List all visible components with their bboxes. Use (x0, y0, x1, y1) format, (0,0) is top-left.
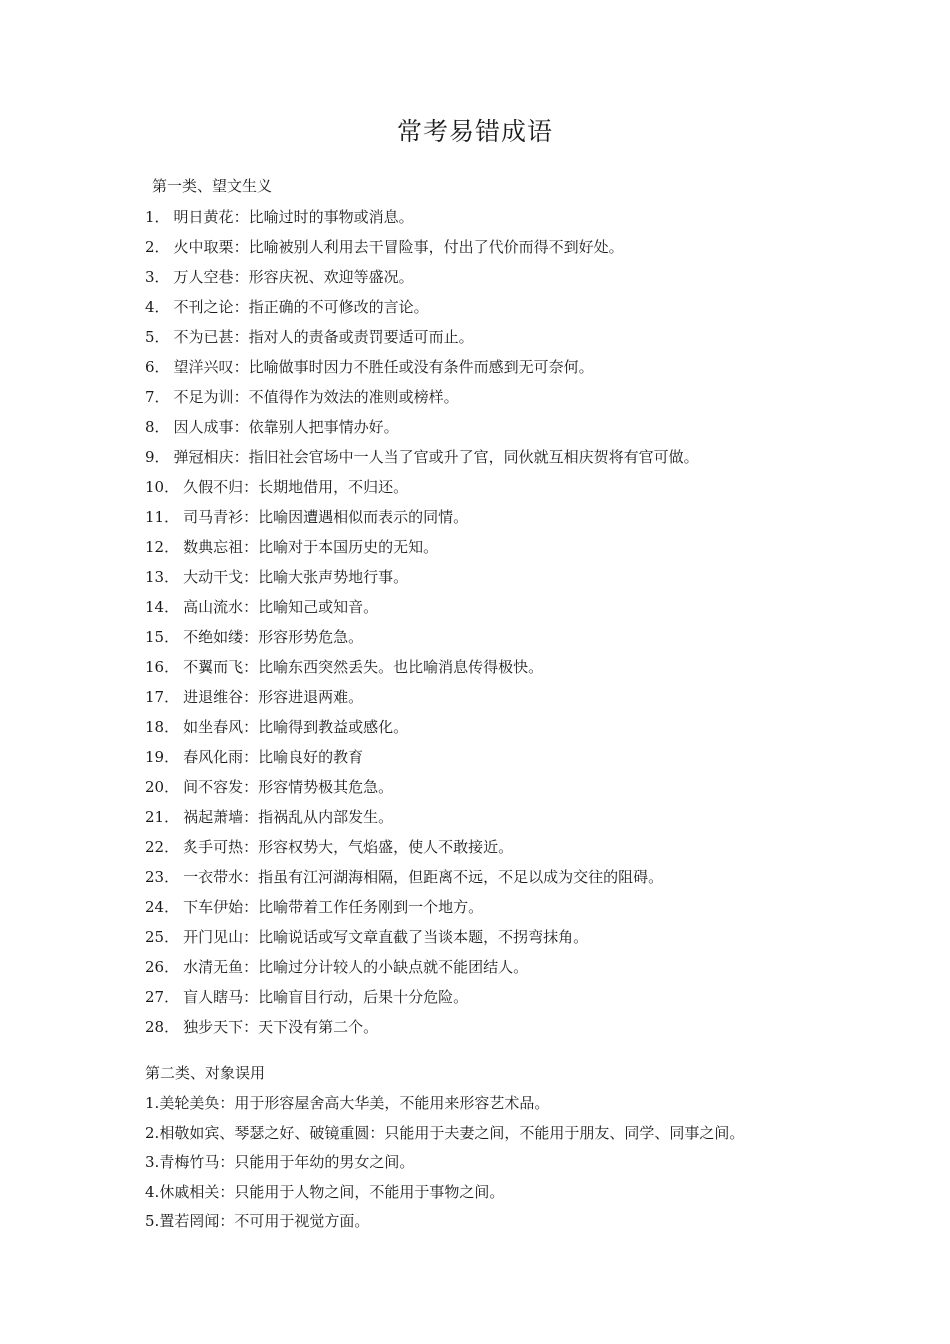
separator: ： (233, 418, 249, 436)
idiom-definition: 只能用于夫妻之间，不能用于朋友、同学、同事之间。 (384, 1123, 745, 1142)
item-number: 21． (145, 808, 180, 826)
separator: ： (243, 568, 259, 586)
idiom-term: 一衣带水 (183, 868, 244, 886)
list-item (0, 957, 950, 987)
idiom-term: 美轮美奂 (159, 1094, 220, 1112)
separator: ： (243, 748, 259, 766)
list-item (0, 567, 950, 597)
list-item (0, 807, 950, 837)
separator: ： (243, 838, 259, 856)
item-number: 17． (145, 688, 180, 706)
idiom-definition: 指对人的责备或责罚要适可而止。 (248, 328, 474, 346)
item-number: 14． (145, 598, 180, 616)
list-item (0, 1123, 950, 1153)
item-number: 23． (145, 868, 180, 886)
idiom-term: 休戚相关 (159, 1182, 220, 1201)
idiom-definition: 指祸乱从内部发生。 (258, 808, 394, 826)
idiom-term: 炙手可热 (183, 838, 244, 856)
idiom-definition: 比喻带着工作任务刚到一个地方。 (258, 898, 484, 916)
list-item (0, 927, 950, 957)
item-number: 6． (145, 358, 170, 376)
item-number: 24． (145, 898, 180, 916)
list-item (0, 477, 950, 507)
idiom-definition: 形容庆祝、欢迎等盛况。 (248, 268, 414, 286)
section-heading: 第二类、对象误用 (145, 1064, 266, 1082)
idiom-definition: 比喻东西突然丢失。也比喻消息传得极快。 (258, 658, 544, 676)
item-number: 19． (145, 748, 180, 766)
item-number: 5. (145, 1212, 160, 1230)
idiom-term: 望洋兴叹 (173, 358, 234, 376)
idiom-term: 开门见山 (183, 928, 244, 946)
item-number: 2. (145, 1123, 160, 1142)
page-title: 常考易错成语 (396, 117, 553, 146)
list-item (0, 1152, 950, 1182)
separator: ： (233, 298, 249, 316)
list-item (0, 1211, 950, 1241)
list-item (0, 897, 950, 927)
list-item (0, 417, 950, 447)
idiom-definition: 不可用于视觉方面。 (234, 1212, 370, 1230)
separator: ： (243, 598, 259, 616)
item-number: 26． (145, 958, 180, 976)
list-item (0, 627, 950, 657)
separator: ： (243, 718, 259, 736)
idiom-definition: 形容形势危急。 (258, 628, 364, 646)
idiom-definition: 比喻得到教益或感化。 (258, 718, 409, 736)
separator: ： (233, 358, 249, 376)
section-duixiangwuyong (0, 1063, 950, 1241)
idiom-term: 如坐春风 (183, 718, 244, 736)
idiom-term: 不刊之论 (173, 298, 234, 316)
list-item (0, 1017, 950, 1047)
separator: ： (233, 268, 249, 286)
separator: ： (243, 778, 259, 796)
idiom-term: 不为已甚 (173, 328, 234, 346)
idiom-term: 间不容发 (183, 778, 244, 796)
list-item (0, 747, 950, 777)
list-item (0, 1093, 950, 1123)
item-number: 28． (145, 1018, 180, 1036)
separator: ： (233, 328, 249, 346)
list-item (0, 1182, 950, 1212)
section-heading: 第一类、望文生义 (152, 177, 273, 195)
item-number: 2． (145, 238, 170, 256)
idiom-definition: 指虽有江河湖海相隔，但距离不远，不足以成为交往的阻碍。 (258, 868, 664, 886)
separator: ： (243, 688, 259, 706)
idiom-term: 相敬如宾、琴瑟之好、破镜重圆 (159, 1123, 370, 1142)
idiom-definition: 形容权势大，气焰盛，使人不敢接近。 (258, 838, 514, 856)
item-number: 13． (145, 568, 180, 586)
list-item (0, 597, 950, 627)
idiom-definition: 比喻过时的事物或消息。 (248, 208, 414, 226)
idiom-term: 不翼而飞 (183, 658, 244, 676)
separator: ： (243, 628, 259, 646)
separator: ： (369, 1123, 385, 1142)
item-number: 4． (145, 298, 170, 316)
list-item (0, 507, 950, 537)
idiom-term: 进退维谷 (183, 688, 244, 706)
item-number: 22． (145, 838, 180, 856)
separator: ： (233, 388, 249, 406)
list-item (0, 357, 950, 387)
item-number: 1. (145, 1094, 160, 1112)
idiom-definition: 比喻被别人利用去干冒险事，付出了代价而得不到好处。 (248, 238, 624, 256)
idiom-term: 青梅竹马 (159, 1153, 220, 1171)
item-number: 12． (145, 538, 180, 556)
idiom-definition: 形容情势极其危急。 (258, 778, 394, 796)
list-item (0, 297, 950, 327)
item-number: 27． (145, 988, 180, 1006)
item-number: 8． (145, 418, 170, 436)
item-number: 25． (145, 928, 180, 946)
idiom-definition: 不值得作为效法的准则或榜样。 (248, 388, 459, 406)
separator: ： (243, 868, 259, 886)
separator: ： (243, 808, 259, 826)
idiom-definition: 只能用于年幼的男女之间。 (234, 1153, 415, 1171)
list-item (0, 537, 950, 567)
idiom-definition: 指旧社会官场中一人当了官或升了官，同伙就互相庆贺将有官可做。 (248, 448, 699, 466)
separator: ： (219, 1182, 235, 1201)
list-item (0, 777, 950, 807)
idiom-term: 置若罔闻 (159, 1212, 220, 1230)
separator: ： (243, 958, 259, 976)
item-number: 5． (145, 328, 170, 346)
idiom-term: 高山流水 (183, 598, 244, 616)
section-wangwenshengyi (0, 176, 950, 1047)
item-number: 20． (145, 778, 180, 796)
separator: ： (243, 928, 259, 946)
idiom-term: 不绝如缕 (183, 628, 244, 646)
separator: ： (243, 508, 259, 526)
list-item (0, 387, 950, 417)
list-item (0, 237, 950, 267)
idiom-definition: 长期地借用，不归还。 (258, 478, 409, 496)
item-number: 10． (145, 478, 180, 496)
separator: ： (233, 208, 249, 226)
idiom-term: 下车伊始 (183, 898, 244, 916)
separator: ： (219, 1212, 235, 1230)
separator: ： (243, 1018, 259, 1036)
separator: ： (233, 238, 249, 256)
list-item (0, 447, 950, 477)
list-item (0, 837, 950, 867)
idiom-definition: 依靠别人把事情办好。 (248, 418, 399, 436)
list-item (0, 327, 950, 357)
list-item (0, 987, 950, 1017)
idiom-term: 数典忘祖 (183, 538, 244, 556)
list-item (0, 867, 950, 897)
idiom-definition: 比喻良好的教育 (258, 748, 364, 766)
idiom-term: 万人空巷 (173, 268, 234, 286)
idiom-term: 弹冠相庆 (173, 448, 234, 466)
idiom-definition: 比喻做事时因力不胜任或没有条件而感到无可奈何。 (248, 358, 594, 376)
idiom-term: 盲人瞎马 (183, 988, 244, 1006)
idiom-definition: 比喻对于本国历史的无知。 (258, 538, 439, 556)
idiom-term: 不足为训 (173, 388, 234, 406)
idiom-definition: 比喻盲目行动，后果十分危险。 (258, 988, 469, 1006)
idiom-definition: 比喻过分计较人的小缺点就不能团结人。 (258, 958, 529, 976)
idiom-term: 因人成事 (173, 418, 234, 436)
list-item (0, 687, 950, 717)
item-number: 9． (145, 448, 170, 466)
list-item (0, 717, 950, 747)
idiom-term: 祸起萧墙 (183, 808, 244, 826)
idiom-definition: 形容进退两难。 (258, 688, 364, 706)
separator: ： (243, 538, 259, 556)
idiom-list (0, 207, 950, 1047)
separator: ： (219, 1094, 235, 1112)
idiom-term: 水清无鱼 (183, 958, 244, 976)
idiom-term: 大动干戈 (183, 568, 244, 586)
item-number: 1． (145, 208, 170, 226)
idiom-definition: 比喻大张声势地行事。 (258, 568, 409, 586)
separator: ： (233, 448, 249, 466)
separator: ： (243, 898, 259, 916)
list-item (0, 267, 950, 297)
separator: ： (243, 658, 259, 676)
idiom-definition: 天下没有第二个。 (258, 1018, 379, 1036)
idiom-definition: 比喻知己或知音。 (258, 598, 379, 616)
idiom-term: 司马青衫 (183, 508, 244, 526)
idiom-definition: 用于形容屋舍高大华美，不能用来形容艺术品。 (234, 1094, 550, 1112)
idiom-definition: 只能用于人物之间，不能用于事物之间。 (234, 1182, 505, 1201)
item-number: 11． (145, 508, 180, 526)
idiom-definition: 指正确的不可修改的言论。 (248, 298, 429, 316)
separator: ： (243, 988, 259, 1006)
idiom-definition: 比喻因遭遇相似而表示的同情。 (258, 508, 469, 526)
item-number: 4. (145, 1182, 160, 1201)
idiom-definition: 比喻说话或写文章直截了当谈本题，不拐弯抹角。 (258, 928, 589, 946)
list-item (0, 207, 950, 237)
idiom-term: 久假不归 (183, 478, 244, 496)
item-number: 16． (145, 658, 180, 676)
idiom-list (0, 1093, 950, 1241)
idiom-term: 明日黄花 (173, 208, 234, 226)
item-number: 7． (145, 388, 170, 406)
item-number: 18． (145, 718, 180, 736)
item-number: 15． (145, 628, 180, 646)
separator: ： (219, 1153, 235, 1171)
idiom-term: 春风化雨 (183, 748, 244, 766)
list-item (0, 657, 950, 687)
item-number: 3. (145, 1153, 160, 1171)
separator: ： (243, 478, 259, 496)
item-number: 3． (145, 268, 170, 286)
idiom-term: 独步天下 (183, 1018, 244, 1036)
idiom-term: 火中取栗 (173, 238, 234, 256)
